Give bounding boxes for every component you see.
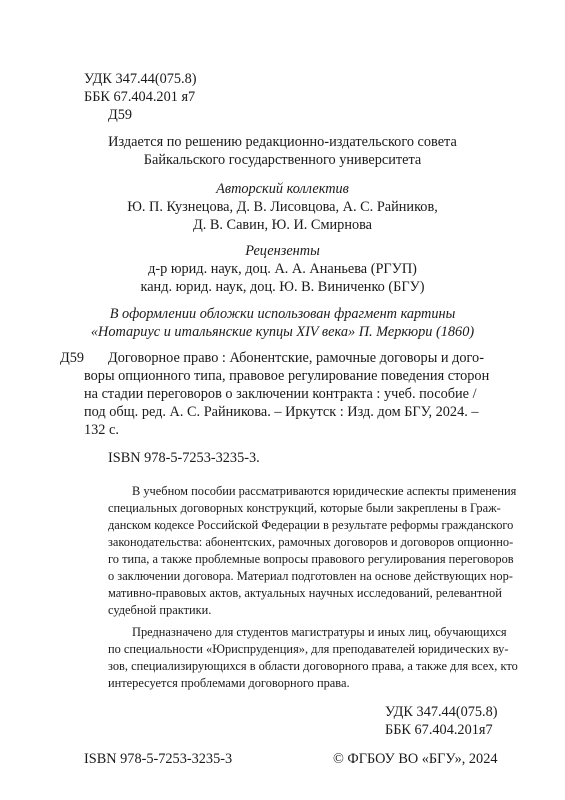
cover-note-line-2: «Нотариус и итальянские купцы XIV века» П. Меркюри (1860) <box>90 324 475 340</box>
bib-line-3: на стадии переговоров о заключении контракта : учеб. пособие / <box>84 386 477 402</box>
abstract-p1-line-1: В учебном пособии рассматриваются юридические аспекты применения <box>132 484 517 498</box>
reviewers-heading: Рецензенты <box>245 243 320 259</box>
footer-copyright: © ФГБОУ ВО «БГУ», 2024 <box>333 751 498 767</box>
bib-line-1: Договорное право : Абонентские, рамочные договоры и дого- <box>108 350 484 366</box>
bib-line-4: под общ. ред. А. С. Райникова. – Иркутск : Изд. дом БГУ, 2024. – <box>84 404 479 420</box>
authors-heading: Авторский коллектив <box>216 181 349 197</box>
abstract-p2-line-3: зов, специализирующихся в области договорного права, а также для всех, кто <box>108 659 518 673</box>
author-mark: Д59 <box>108 107 133 123</box>
authors-line-2: Д. В. Савин, Ю. И. Смирнова <box>192 217 373 233</box>
abstract-p2-line-2: по специальности «Юриспруденция», для преподавателей юридических ву- <box>108 642 509 656</box>
abstract-p2-line-1: Предназначено для студентов магистратуры и иных лиц, обучающихся <box>132 625 507 639</box>
bib-isbn: ISBN 978-5-7253-3235-3. <box>108 450 260 466</box>
reviewers-line-2: канд. юрид. наук, доц. Ю. В. Виниченко (БГУ) <box>140 279 425 295</box>
bib-line-5: 132 с. <box>84 422 119 438</box>
abstract-p1-line-8: судебной практики. <box>108 603 212 617</box>
abstract-p1-line-5: го типа, а также проблемные вопросы правового регулирования переговоров <box>108 552 514 566</box>
publisher-note-line-1: Издается по решению редакционно-издательского совета <box>108 134 457 150</box>
abstract-p1-line-4: законодательства: абонентских, рамочных договоров и договоров опционно- <box>108 535 514 549</box>
bbk-code: ББК 67.404.201 я7 <box>84 89 196 105</box>
cover-note-line-1: В оформлении обложки использован фрагмент картины <box>109 306 456 322</box>
footer-isbn: ISBN 978-5-7253-3235-3 <box>84 751 233 767</box>
bbk-code-bottom: ББК 67.404.201я7 <box>385 722 493 738</box>
udk-code: УДК 347.44(075.8) <box>84 71 197 87</box>
abstract-p1-line-7: мативно-правовых актов, актуальных научных исследований, релевантной <box>108 586 502 600</box>
publisher-note-line-2: Байкальского государственного университета <box>143 152 422 168</box>
abstract-p1-line-6: о заключении договора. Материал подготовлен на основе действующих нор- <box>108 569 513 583</box>
bib-line-2: воры опционного типа, правовое регулирование поведения сторон <box>84 368 490 384</box>
abstract-p1-line-3: данском кодексе Российской Федерации в результате реформы гражданского <box>108 518 514 532</box>
bib-author-mark: Д59 <box>60 350 85 366</box>
abstract-p1-line-2: специальных договорных конструкций, которые были закреплены в Граж- <box>108 501 501 515</box>
reviewers-line-1: д-р юрид. наук, доц. А. А. Ананьева (РГУП) <box>148 261 417 277</box>
udk-code-bottom: УДК 347.44(075.8) <box>385 704 498 720</box>
abstract-p2-line-4: интересуется проблемами договорного права. <box>108 676 350 690</box>
authors-line-1: Ю. П. Кузнецова, Д. В. Лисовцова, А. С. Райников, <box>127 199 438 215</box>
